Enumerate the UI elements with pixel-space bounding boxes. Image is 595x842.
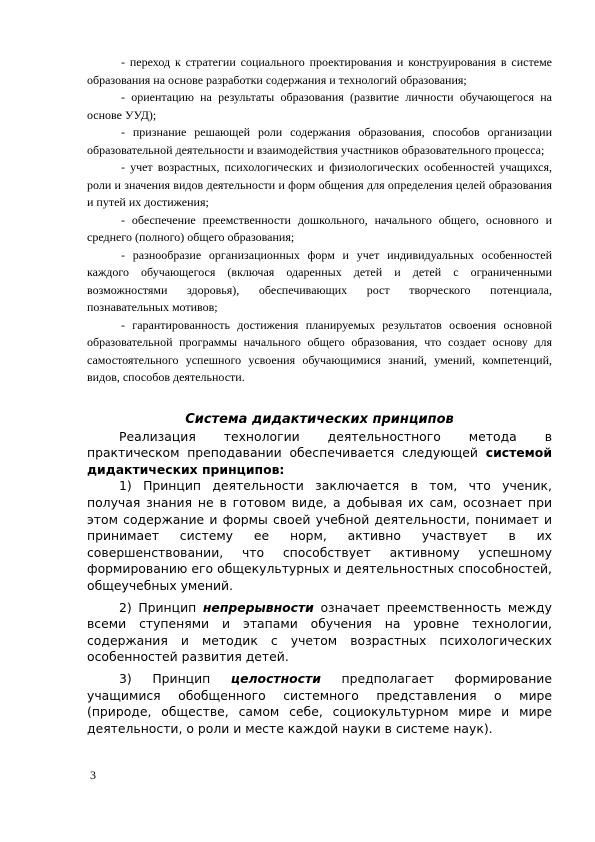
principles-list — [87, 54, 552, 387]
intro-bold-term: системой дидактических принципов: — [87, 445, 552, 477]
principle-integrity — [87, 671, 552, 737]
principle-term: целостности — [230, 670, 321, 686]
principle-description: означает преемственность между всеми ступенями и этапами обучения на уровне технологии, содержания и методик с учетом возрастных психологических особенностей развития детей. — [87, 599, 552, 665]
principle-prefix: 3) Принцип — [119, 670, 211, 686]
list-item: - учет возрастных, психологических и физиологических особенностей учащихся, роли и значения видов деятельности и форм общения для определения целей образования и путей их достижения; — [87, 160, 552, 209]
intro-text: Реализация технологии деятельностного метода в практическом преподавании обеспечивается следующей — [87, 428, 552, 461]
intro-paragraph — [87, 429, 552, 479]
didactic-principles-section — [87, 412, 552, 737]
page-number: 3 — [90, 768, 96, 782]
list-item: - переход к стратегии социального проектирования и конструирования в системе образования на основе разработки содержания и технологий образования; — [87, 55, 552, 87]
principle-continuity — [87, 600, 552, 666]
list-item: - разнообразие организационных форм и учет индивидуальных особенностей каждого обучающегося (включая одаренных детей и детей с ограниченными возможностями здоровья), обеспечивающих рост творческого потенциала, познавательных мотивов; — [87, 247, 552, 314]
list-item: - гарантированность достижения планируемых результатов освоения основной образовательной программы начального общего образования, что создает основу для самостоятельного успешного усвоения обучающимися знаний, умений, компетенций, видов, способов деятельности. — [87, 317, 552, 384]
principle-activity: 1) Принцип деятельности заключается в том, что ученик, получая знания не в готовом виде, а добывая их сам, осознает при этом содержание и формы своей учебной деятельности, понимает и принимает систему ее норм, активно участвует в их совершенствовании, что способствует активному успешному формированию его общекультурных и деятельностных способностей, общеучебных умений. — [87, 478, 552, 593]
list-item: - признание решающей роли содержания образования, способов организации образовательной деятельности и взаимодействия участников образовательного процесса; — [87, 125, 552, 157]
list-item: - ориентацию на результаты образования (развитие личности обучающегося на основе УУД); — [87, 90, 552, 122]
principle-prefix: 2) Принцип — [119, 599, 197, 615]
list-item: - обеспечение преемственности дошкольного, начального общего, основного и среднего (полного) общего образования; — [87, 212, 552, 244]
principle-term: непрерывности — [202, 599, 314, 615]
principle-description: предполагает формирование учащимися обобщенного системного представления о мире (природе, обществе, самом себе, социокультурном мире и мире деятельности, о роли и месте каждой науки в системе наук). — [87, 670, 552, 736]
section-heading: Система дидактических принципов — [185, 412, 454, 427]
